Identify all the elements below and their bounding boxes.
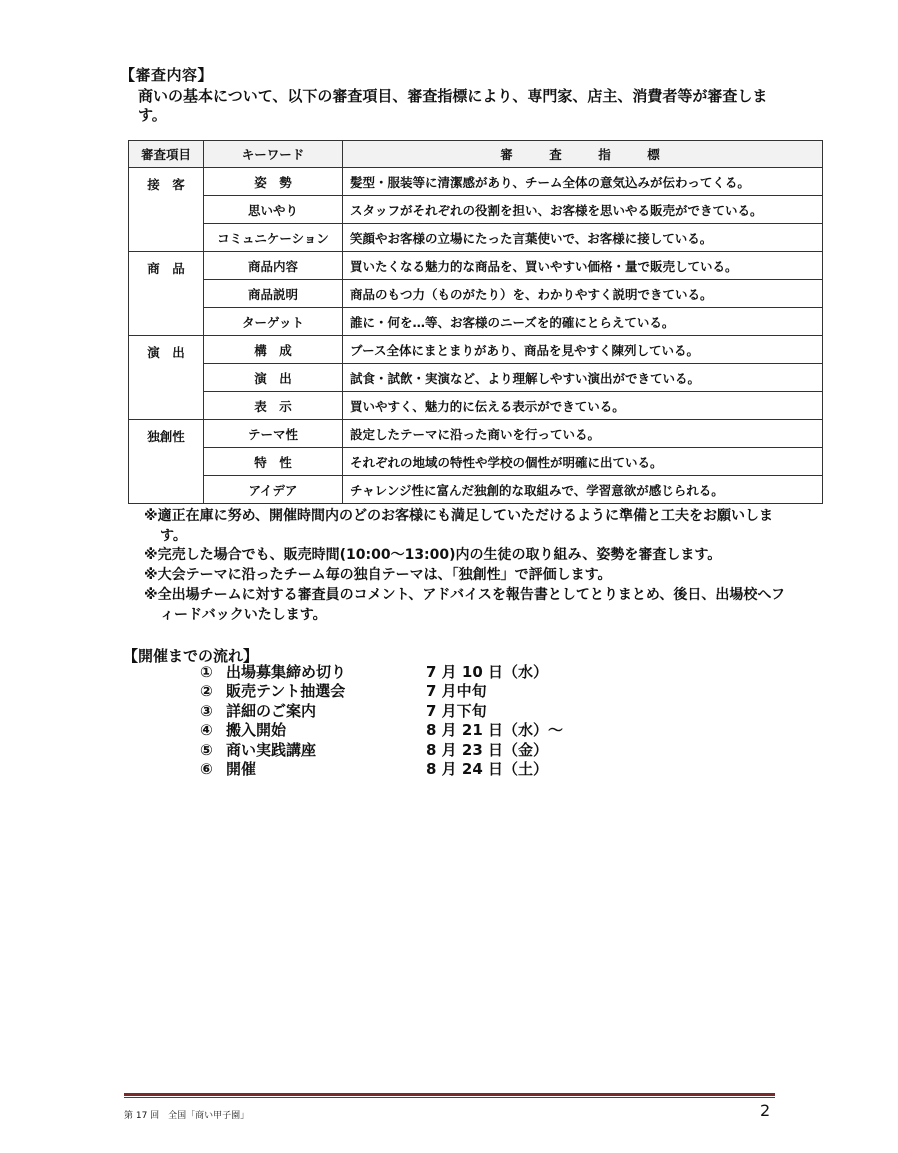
schedule-number: ②: [200, 682, 213, 701]
indicator-cell: 商品のもつ力（ものがたり）を、わかりやすく説明できている。: [343, 280, 823, 308]
table-header-row: [129, 141, 823, 168]
keyword-cell: 商品内容: [204, 252, 343, 280]
footer-rule: [124, 1093, 775, 1096]
table-row: [129, 252, 823, 280]
schedule-date: 7 月下旬: [426, 701, 487, 720]
table-row: [129, 280, 823, 308]
indicator-cell: 試食・試飲・実演など、より理解しやすい演出ができている。: [343, 364, 823, 392]
schedule-item: [200, 760, 563, 779]
table-row: [129, 364, 823, 392]
schedule-item: [200, 741, 563, 760]
table-row: [129, 448, 823, 476]
indicator-cell: ブース全体にまとまりがあり、商品を見やすく陳列している。: [343, 336, 823, 364]
indicator-cell: 買いやすく、魅力的に伝える表示ができている。: [343, 392, 823, 420]
indicator-cell: 笑顔やお客様の立場にたった言葉使いで、お客様に接している。: [343, 224, 823, 252]
keyword-cell: テーマ性: [204, 420, 343, 448]
note: ※全出場チームに対する審査員のコメント、アドバイスを報告書としてとりまとめ、後日、出場校へフィードバックいたします。: [144, 586, 785, 623]
schedule-label: 詳細のご案内: [226, 701, 317, 720]
schedule-date: 8 月 23 日（金）: [426, 740, 548, 759]
notes: [144, 507, 794, 625]
keyword-cell: 演 出: [204, 364, 343, 392]
intro-text: 商いの基本について、以下の審査項目、審査指標により、専門家、店主、消費者等が審査します。: [138, 87, 768, 124]
table-row: [129, 196, 823, 224]
keyword-cell: 思いやり: [204, 196, 343, 224]
note: ※完売した場合でも、販売時間(10:00～13:00)内の生徒の取り組み、姿勢を審査します。: [144, 547, 722, 564]
schedule-list: [200, 663, 563, 779]
schedule-label: 搬入開始: [226, 721, 287, 740]
section-title: 【審査内容】: [120, 66, 214, 84]
table-row: [129, 336, 823, 364]
indicator-cell: スタッフがそれぞれの役割を担い、お客様を思いやる販売ができている。: [343, 196, 823, 224]
review-item: 接 客: [129, 168, 204, 252]
table-row: [129, 168, 823, 196]
keyword-cell: 構 成: [204, 336, 343, 364]
indicator-cell: チャレンジ性に富んだ独創的な取組みで、学習意欲が感じられる。: [343, 476, 823, 504]
keyword-cell: 姿 勢: [204, 168, 343, 196]
footer-rule-thin: [124, 1097, 775, 1098]
review-item: 独創性: [129, 420, 204, 504]
schedule-date: 8 月 24 日（土）: [426, 760, 548, 779]
schedule-number: ⑥: [200, 760, 213, 779]
schedule-number: ④: [200, 721, 213, 740]
schedule-item: [200, 721, 563, 740]
keyword-cell: 特 性: [204, 448, 343, 476]
note: ※大会テーマに沿ったチーム毎の独自テーマは、「独創性」で評価します。: [144, 567, 612, 584]
schedule-label: 販売テント抽選会: [226, 682, 346, 701]
page-number: 2: [760, 1101, 771, 1120]
table-row: [129, 476, 823, 504]
header-keyword: キーワード: [204, 141, 343, 168]
keyword-cell: ターゲット: [204, 308, 343, 336]
table-row: [129, 420, 823, 448]
schedule-item: [200, 682, 563, 701]
keyword-cell: 商品説明: [204, 280, 343, 308]
indicator-cell: 設定したテーマに沿った商いを行っている。: [343, 420, 823, 448]
indicator-cell: 誰に・何を…等、お客様のニーズを的確にとらえている。: [343, 308, 823, 336]
keyword-cell: コミュニケーション: [204, 224, 343, 252]
header-indicator: 審 査 指 標: [343, 141, 823, 168]
schedule-date: 7 月 10 日（水）: [426, 663, 548, 681]
schedule-number: ⑤: [200, 740, 213, 759]
indicator-cell: それぞれの地域の特性や学校の個性が明確に出ている。: [343, 448, 823, 476]
table-row: [129, 392, 823, 420]
schedule-number: ③: [200, 701, 213, 720]
schedule-label: 出場募集締め切り: [226, 663, 347, 681]
table-row: [129, 224, 823, 252]
schedule-number: ①: [200, 663, 213, 681]
schedule-item: [200, 702, 563, 721]
keyword-cell: アイデア: [204, 476, 343, 504]
header-item: 審査項目: [129, 141, 204, 168]
review-item: 商 品: [129, 252, 204, 336]
schedule-date: 8 月 21 日（水）～: [426, 721, 563, 740]
table-row: [129, 308, 823, 336]
schedule-label: 商い実践講座: [226, 740, 317, 759]
note: ※適正在庫に努め、開催時間内のどのお客様にも満足していただけるように準備と工夫をお願いします。: [144, 508, 774, 544]
keyword-cell: 表 示: [204, 392, 343, 420]
schedule-item: [200, 663, 563, 682]
review-item: 演 出: [129, 336, 204, 420]
footer-title: 第 17 回 全国「商い甲子園」: [124, 1111, 250, 1121]
flow-title: 【開催までの流れ】: [123, 647, 259, 665]
schedule-date: 7 月中旬: [426, 682, 487, 701]
indicator-cell: 髪型・服装等に清潔感があり、チーム全体の意気込みが伝わってくる。: [343, 168, 823, 196]
review-criteria-table: [128, 140, 823, 504]
schedule-label: 開催: [226, 760, 257, 779]
indicator-cell: 買いたくなる魅力的な商品を、買いやすい価格・量で販売している。: [343, 252, 823, 280]
